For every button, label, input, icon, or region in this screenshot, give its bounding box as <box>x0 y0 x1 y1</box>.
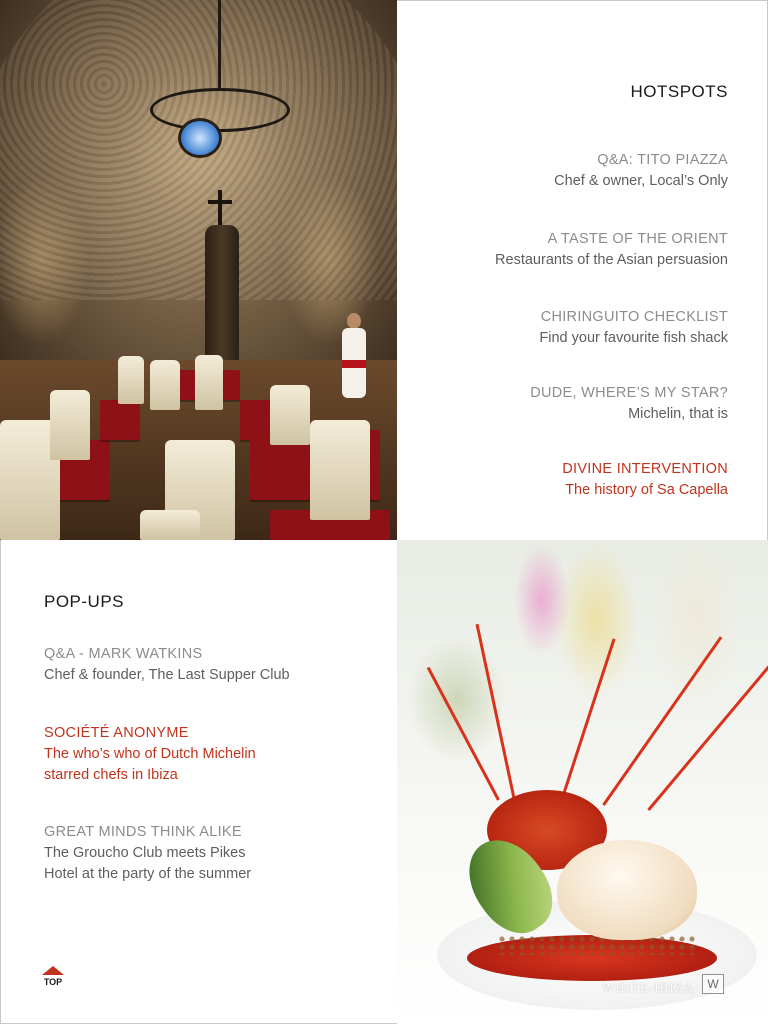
hotspot-item-title: CHIRINGUITO CHECKLIST <box>540 309 728 325</box>
lobster-dish-photo <box>397 540 768 1024</box>
popup-item-great-minds[interactable] <box>44 822 364 885</box>
hotspot-item-title: A TASTE OF THE ORIENT <box>547 231 728 247</box>
hotspot-item-chiringuito-checklist[interactable] <box>408 307 728 349</box>
hotspot-item-tito-piazza[interactable] <box>408 150 728 192</box>
brand-logo-icon: W <box>702 974 724 994</box>
hotspot-item-title: DIVINE INTERVENTION <box>562 461 728 477</box>
popups-heading: POP-UPS <box>44 592 125 611</box>
popup-item-subtitle: Hotel at the party of the summer <box>44 866 252 882</box>
popup-item-societe-anonyme[interactable] <box>44 723 364 786</box>
hotspot-item-taste-of-orient[interactable] <box>408 229 728 271</box>
hotspot-item-subtitle: Chef & owner, Local’s Only <box>554 173 728 189</box>
hotspot-item-title: Q&A: TITO PIAZZA <box>597 152 728 168</box>
popups-panel <box>0 540 397 1024</box>
popup-item-mark-watkins[interactable] <box>44 644 364 686</box>
popup-item-title: Q&A - MARK WATKINS <box>44 646 203 662</box>
hotspot-item-divine-intervention[interactable] <box>408 459 728 501</box>
back-to-top-label: TOP <box>43 977 63 987</box>
popup-item-title: GREAT MINDS THINK ALIKE <box>44 824 242 840</box>
hotspots-panel <box>397 0 768 540</box>
popup-item-subtitle: The who’s who of Dutch Michelin <box>44 746 256 762</box>
popup-item-subtitle: The Groucho Club meets Pikes <box>44 845 246 861</box>
chandelier <box>150 88 290 132</box>
arrow-up-icon <box>42 966 64 975</box>
hotspots-heading: HOTSPOTS <box>630 82 728 101</box>
hotspot-item-wheres-my-star[interactable] <box>408 383 728 425</box>
hotspot-item-title: DUDE, WHERE’S MY STAR? <box>530 385 728 401</box>
hotspot-item-subtitle: The history of Sa Capella <box>565 482 728 498</box>
hotspot-item-subtitle: Restaurants of the Asian persuasion <box>495 252 728 268</box>
back-to-top-button[interactable] <box>40 966 66 987</box>
hotspot-item-subtitle: Michelin, that is <box>628 406 728 422</box>
brand-watermark: WHITE-IBIZA <box>602 980 694 995</box>
popup-item-subtitle: Chef & founder, The Last Supper Club <box>44 667 290 683</box>
popup-item-title: SOCIÉTÉ ANONYME <box>44 725 189 741</box>
popup-item-subtitle: starred chefs in Ibiza <box>44 767 178 783</box>
hotspot-item-subtitle: Find your favourite fish shack <box>539 330 728 346</box>
restaurant-photo <box>0 0 397 540</box>
